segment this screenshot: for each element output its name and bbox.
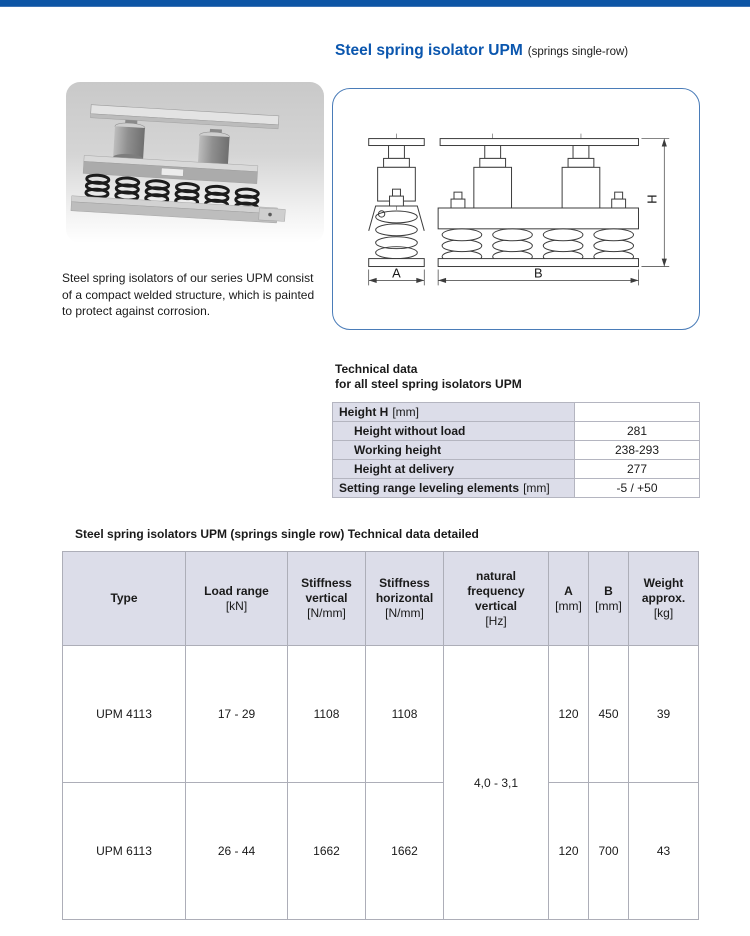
dim-label-h: H [644, 194, 660, 204]
cell-a: 120 [549, 646, 589, 783]
column-header-load-range [186, 552, 288, 646]
column-unit: [mm] [595, 598, 622, 613]
detail-table-heading: Steel spring isolators UPM (springs single row) Technical data detailed [75, 527, 479, 541]
column-label: Stiffness horizontal [375, 576, 434, 605]
table-row [333, 422, 700, 441]
column-header-b [589, 552, 629, 646]
cell-natural-frequency-merged: 4,0 - 3,1 [444, 646, 549, 920]
column-unit: [N/mm] [307, 606, 346, 620]
column-header-natural-frequency [444, 552, 549, 646]
column-header-a [549, 552, 589, 646]
column-label: Type [110, 591, 138, 605]
column-label: natural frequency vertical [467, 568, 525, 613]
row-label-text: Working height [354, 443, 442, 457]
column-header-type [63, 552, 186, 646]
detail-table [62, 551, 699, 920]
product-photo-image [66, 82, 324, 243]
column-header-stiffness-horizontal [366, 552, 444, 646]
column-unit: [mm] [555, 598, 582, 613]
cell-a: 120 [549, 783, 589, 920]
column-header-weight [629, 552, 699, 646]
dim-label-b: B [534, 265, 543, 281]
column-label: Weight approx. [641, 576, 686, 605]
technical-data-heading-line1: Technical data [335, 362, 418, 376]
page-title-suffix: (springs single-row) [527, 46, 629, 58]
column-label: Load range [204, 583, 269, 598]
tech-row-value [575, 403, 700, 422]
tech-row-label [333, 403, 575, 422]
column-label: A [564, 583, 573, 598]
row-label-text: Setting range leveling elements [339, 481, 520, 495]
cell-b: 700 [589, 783, 629, 920]
row-label-text: Height without load [354, 424, 466, 438]
cell-weight: 43 [629, 783, 699, 920]
technical-data-heading [335, 362, 522, 392]
column-label: Stiffness vertical [301, 576, 352, 605]
column-unit: [kN] [225, 598, 248, 613]
technical-data-heading-line2: for all steel spring isolators UPM [335, 377, 522, 391]
page-title [335, 42, 628, 60]
cell-stiffness-horizontal: 1662 [366, 783, 444, 920]
tech-row-label [333, 422, 575, 441]
cell-type: UPM 6113 [63, 783, 186, 920]
top-accent-bar [0, 0, 750, 7]
cell-b: 450 [589, 646, 629, 783]
tech-row-label [333, 441, 575, 460]
tech-row-value: 281 [575, 422, 700, 441]
table-row-upm-4113 [63, 646, 699, 783]
cell-load-range: 17 - 29 [186, 646, 288, 783]
technical-drawing-box [332, 88, 700, 330]
tech-row-label [333, 479, 575, 498]
column-unit: [kg] [653, 606, 674, 620]
table-row-upm-6113 [63, 783, 699, 920]
column-header-stiffness-vertical [288, 552, 366, 646]
detail-header-row [63, 552, 699, 646]
column-unit: [N/mm] [385, 606, 424, 620]
tech-row-label [333, 460, 575, 479]
cell-load-range: 26 - 44 [186, 783, 288, 920]
cell-stiffness-vertical: 1108 [288, 646, 366, 783]
cell-stiffness-vertical: 1662 [288, 783, 366, 920]
product-description: Steel spring isolators of our series UPM consist of a compact welded structure, which is painted to protect against corrosion. [62, 271, 315, 318]
page-title-main: Steel spring isolator UPM [335, 42, 523, 59]
table-row [333, 441, 700, 460]
row-unit-text: [mm] [392, 405, 420, 419]
cell-weight: 39 [629, 646, 699, 783]
technical-data-table [332, 402, 700, 498]
product-photo [66, 82, 324, 243]
table-row [333, 479, 700, 498]
tech-row-value: 277 [575, 460, 700, 479]
table-row [333, 403, 700, 422]
column-label: B [604, 583, 613, 598]
tech-row-value: 238-293 [575, 441, 700, 460]
dim-label-a: A [392, 265, 401, 281]
column-unit: [Hz] [485, 613, 507, 628]
row-label-text: Height at delivery [354, 462, 455, 476]
cell-stiffness-horizontal: 1108 [366, 646, 444, 783]
technical-drawing [333, 89, 698, 328]
cell-type: UPM 4113 [63, 646, 186, 783]
row-label-text: Height H [339, 405, 389, 419]
row-unit-text: [mm] [523, 481, 550, 495]
tech-row-value: -5 / +50 [575, 479, 700, 498]
table-row [333, 460, 700, 479]
